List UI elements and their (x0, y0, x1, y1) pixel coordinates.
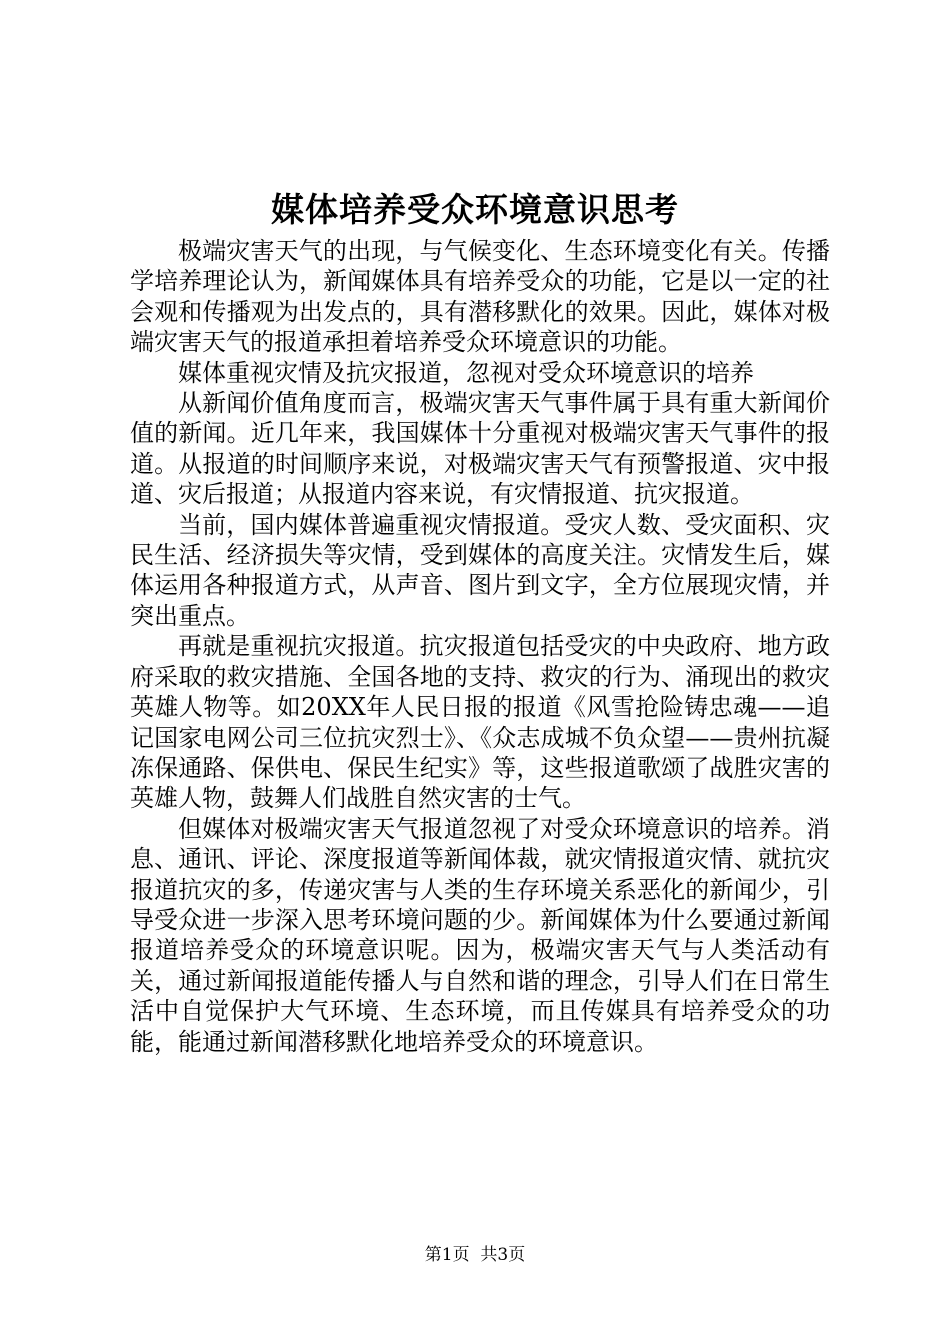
document-title: 媒体培养受众环境意识思考 (271, 190, 679, 229)
section-heading: 媒体重视灾情及抗灾报道，忽视对受众环境意识的培养 (178, 358, 754, 387)
page-total: 共3页 (480, 1245, 526, 1265)
paragraph: 再就是重视抗灾报道。抗灾报道包括受灾的中央政府、地方政府采取的救灾措施、全国各地的支持、救灾的行为、涌现出的救灾英雄人物等。如20XX年人民日报的报道《风雪抢险铸忠魂——追记国家电网公司三位抗灾烈士》、《众志成城不负众望——贵州抗凝冻保通路、保供电、保民生纪实》等，这些报道歌颂了战胜灾害的英雄人物，鼓舞人们战胜自然灾害的士气。 (130, 632, 830, 813)
document-body (130, 236, 830, 1057)
paragraph: 当前，国内媒体普遍重视灾情报道。受灾人数、受灾面积、灾民生活、经济损失等灾情，受到媒体的高度关注。灾情发生后，媒体运用各种报道方式，从声音、图片到文字，全方位展现灾情，并突出重点。 (130, 510, 830, 630)
paragraph: 但媒体对极端灾害天气报道忽视了对受众环境意识的培养。消息、通讯、评论、深度报道等新闻体裁，就灾情报道灾情、就抗灾报道抗灾的多，传递灾害与人类的生存环境关系恶化的新闻少，引导受众进一步深入思考环境问题的少。新闻媒体为什么要通过新闻报道培养受众的环境意识呢。因为，极端灾害天气与人类活动有关，通过新闻报道能传播人与自然和谐的理念，引导人们在日常生活中自觉保护大气环境、生态环境，而且传媒具有培养受众的功能，能通过新闻潜移默化地培养受众的环境意识。 (130, 814, 830, 1056)
footer-separator (470, 1245, 481, 1265)
paragraph: 从新闻价值角度而言，极端灾害天气事件属于具有重大新闻价值的新闻。近几年来，我国媒体十分重视对极端灾害天气事件的报道。从报道的时间顺序来说，对极端灾害天气有预警报道、灾中报道、灾后报道；从报道内容来说，有灾情报道、抗灾报道。 (130, 389, 830, 509)
page-footer (0, 1243, 950, 1267)
page-number: 第1页 (424, 1245, 470, 1265)
paragraph: 极端灾害天气的出现，与气候变化、生态环境变化有关。传播学培养理论认为，新闻媒体具有培养受众的功能，它是以一定的社会观和传播观为出发点的，具有潜移默化的效果。因此，媒体对极端灾害天气的报道承担着培养受众环境意识的功能。 (130, 237, 830, 357)
